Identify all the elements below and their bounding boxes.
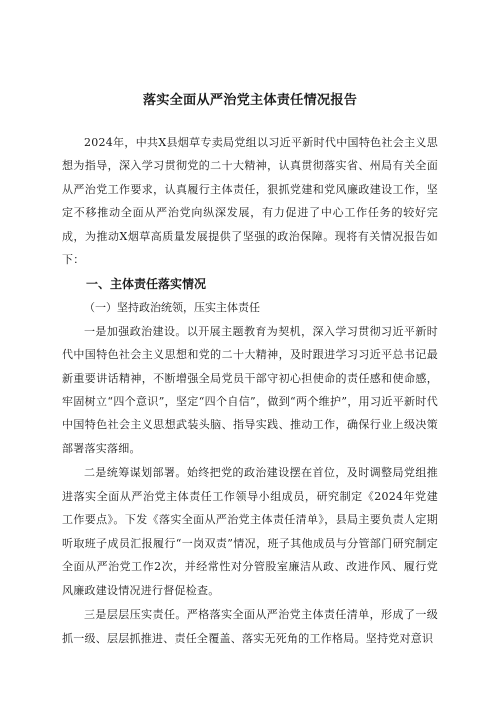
document-title: 落实全面从严治党主体责任情况报告 (142, 93, 358, 108)
document-page (62, 0, 438, 707)
body-paragraph: 一是加强政治建设。以开展主题教育为契机，深入学习贯彻习近平新时代中国特色社会主义思想和党的二十大精神，及时跟进学习习近平总书记最新重要讲话精神，不断增强全局党员干部守初心担使命的责任感和使命感，牢固树立“四个意识”，坚定“四个自信”，做到“两个维护”，用习近平新时代中国特色社会主义思想武装头脑、指导实践、推动工作，确保行业上级决策部署落实落细。 (62, 324, 438, 455)
document-body (62, 131, 438, 651)
body-paragraph: 二是统筹谋划部署。始终把党的政治建设摆在首位，及时调整局党组推进落实全面从严治党主体责任工作领导小组成员，研究制定《2024年党建工作要点》。下发《落实全面从严治党主体责任清单》，县局主要负责人定期听取班子成员汇报履行“一岗双责”情况，班子其他成员与分管部门研究制定全面从严治党工作2次，并经常性对分管股室廉洁从政、改进作风、履行党风廉政建设情况进行督促检查。 (62, 466, 438, 597)
subsection-heading: （一）坚持政治统领，压实主体责任 (84, 301, 260, 315)
intro-paragraph: 2024年，中共X县烟草专卖局党组以习近平新时代中国特色社会主义思想为指导，深入学习贯彻党的二十大精神，认真贯彻落实省、州局有关全面从严治党工作要求，认真履行主体责任，狠抓党建和党风廉政建设工作，坚定不移推动全面从严治党向纵深发展，有力促进了中心工作任务的较好完成，为推动X烟草高质量发展提供了坚强的政治保障。现将有关情况报告如下： (62, 136, 438, 267)
section-heading: 一、主体责任落实情况 (86, 276, 207, 291)
body-paragraph: 三是层层压实责任。严格落实全面从严治党主体责任清单，形成了一级抓一级、层层抓推进、责任全覆盖、落实无死角的工作格局。坚持党对意识 (62, 608, 438, 645)
